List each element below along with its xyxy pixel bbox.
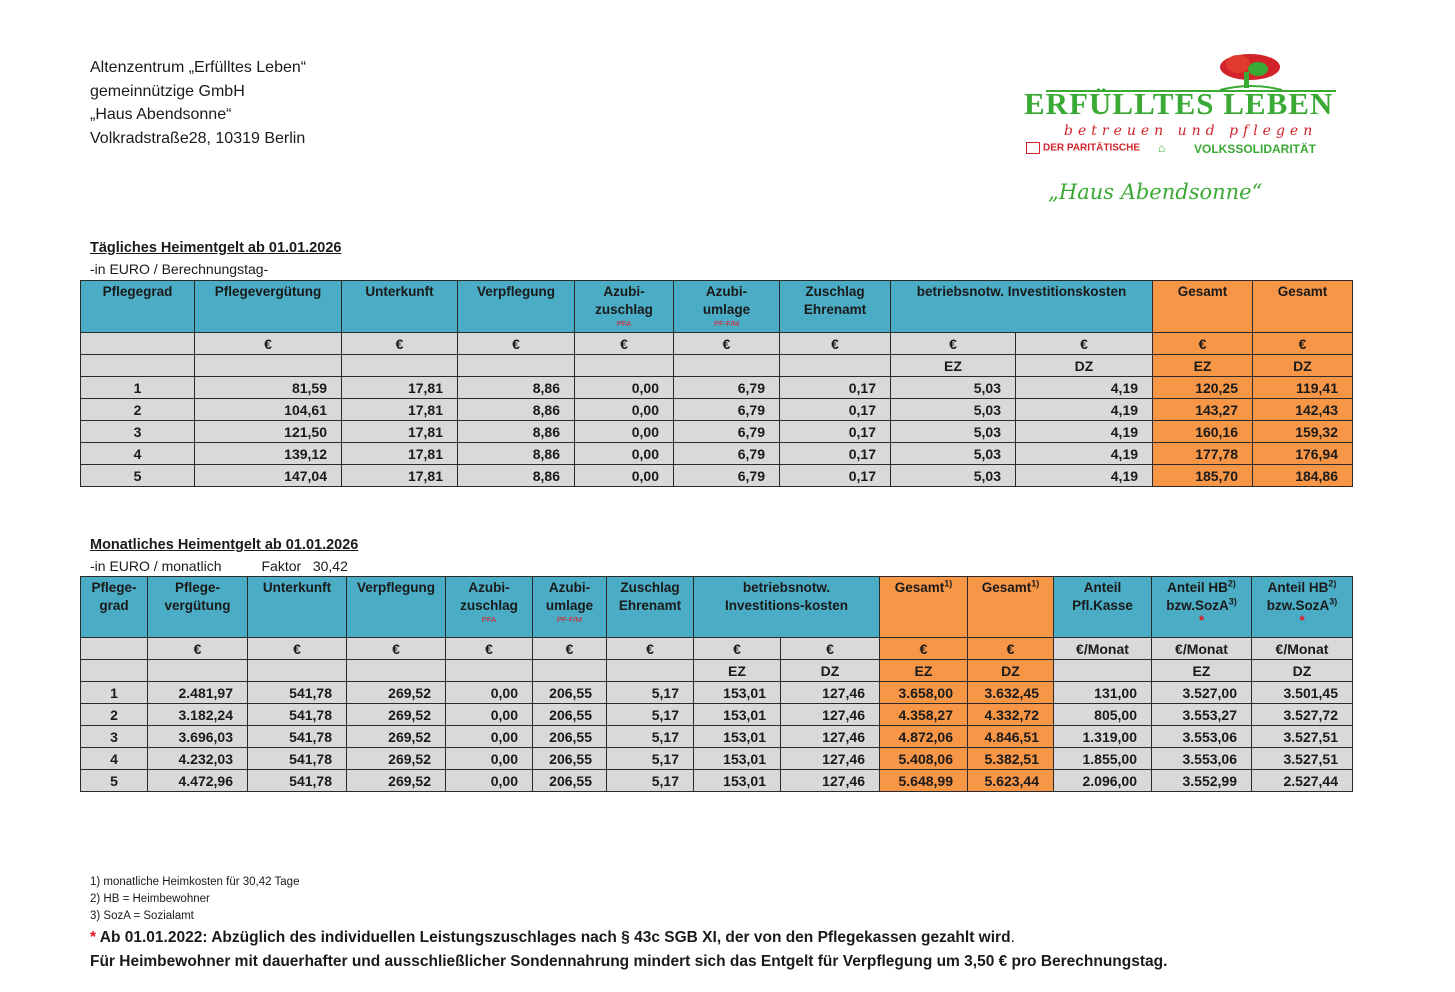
- value-cell: 0,00: [575, 465, 674, 487]
- col-verpflegung: Verpflegung: [458, 281, 575, 333]
- logo-house-name: „Haus Abendsonne“: [1048, 180, 1263, 204]
- monthly-currency-row: € € € € € € € € € € €/Monat €/Monat €/Monat: [81, 638, 1353, 660]
- col-gesamt-ez: Gesamt$^{1)}$: [880, 577, 968, 638]
- logo-partners: [1024, 141, 1338, 157]
- address-line: „Haus Abendsonne“: [90, 106, 232, 123]
- monthly-subtitle: -in EURO / monatlich Faktor 30,42: [90, 558, 348, 574]
- value-cell: 127,46: [781, 748, 880, 770]
- col-zuschlag-ehrenamt: Zuschlag Ehrenamt: [780, 281, 891, 333]
- value-cell: 5,17: [607, 770, 694, 792]
- table-row: [81, 399, 1353, 421]
- value-cell: 0,00: [575, 443, 674, 465]
- value-cell: 185,70: [1153, 465, 1253, 487]
- daily-subtitle: -in EURO / Berechnungstag-: [90, 261, 269, 277]
- daily-header-row: [81, 281, 1353, 333]
- col-investitionskosten: betriebsnotw. Investitionskosten: [891, 281, 1153, 333]
- pflegegrad-cell: 3: [81, 726, 148, 748]
- pflegegrad-cell: 1: [81, 377, 195, 399]
- value-cell: 0,17: [780, 465, 891, 487]
- pflegegrad-cell: 4: [81, 748, 148, 770]
- daily-title: Tägliches Heimentgelt ab 01.01.2026: [90, 240, 342, 256]
- col-pflegegrad: Pflege- grad: [81, 577, 148, 638]
- value-cell: 3.632,45: [968, 682, 1054, 704]
- col-gesamt-dz: Gesamt$^{1)}$: [968, 577, 1054, 638]
- footnote: 2) HB = Heimbewohner: [90, 893, 210, 905]
- pflegegrad-cell: 5: [81, 770, 148, 792]
- value-cell: 0,17: [780, 443, 891, 465]
- value-cell: 153,01: [694, 748, 781, 770]
- value-cell: 269,52: [347, 770, 446, 792]
- value-cell: 6,79: [674, 443, 780, 465]
- value-cell: 3.658,00: [880, 682, 968, 704]
- daily-currency-row: € € € € € € € € € €: [81, 333, 1353, 355]
- col-unterkunft: Unterkunft: [342, 281, 458, 333]
- value-cell: 4,19: [1016, 377, 1153, 399]
- address-block: [90, 56, 306, 150]
- value-cell: 3.527,51: [1252, 726, 1353, 748]
- value-cell: 3.552,99: [1152, 770, 1252, 792]
- value-cell: 8,86: [458, 421, 575, 443]
- monthly-header-row: [81, 577, 1353, 638]
- value-cell: 81,59: [195, 377, 342, 399]
- value-cell: 5,17: [607, 748, 694, 770]
- value-cell: 5,03: [891, 421, 1016, 443]
- address-line: Altenzentrum „Erfülltes Leben“: [90, 59, 307, 76]
- logo-title: ERFÜLLTES LEBEN: [1024, 86, 1334, 121]
- col-azubizuschlag: Azubi- zuschlag PFA: [575, 281, 674, 333]
- value-cell: 5.382,51: [968, 748, 1054, 770]
- pflegegrad-cell: 5: [81, 465, 195, 487]
- value-cell: 0,00: [446, 748, 533, 770]
- monthly-room-row: EZ DZ EZ DZ EZ DZ: [81, 660, 1353, 682]
- value-cell: 541,78: [248, 770, 347, 792]
- value-cell: 3.501,45: [1252, 682, 1353, 704]
- value-cell: 143,27: [1153, 399, 1253, 421]
- value-cell: 120,25: [1153, 377, 1253, 399]
- value-cell: 4.872,06: [880, 726, 968, 748]
- value-cell: 142,43: [1253, 399, 1353, 421]
- value-cell: 0,17: [780, 399, 891, 421]
- value-cell: 8,86: [458, 399, 575, 421]
- value-cell: 131,00: [1054, 682, 1152, 704]
- footnote: 1) monatliche Heimkosten für 30,42 Tage: [90, 876, 300, 888]
- value-cell: 206,55: [533, 726, 607, 748]
- note-leistungszuschlag: * Ab 01.01.2022: Abzüglich des individuellen Leistungszuschlages nach § 43c SGB XI, der von den Pflegekassen gezahlt wird.: [90, 929, 1015, 946]
- value-cell: 5,17: [607, 726, 694, 748]
- value-cell: 1.319,00: [1054, 726, 1152, 748]
- logo-tagline: betreuen und pflegen: [1064, 123, 1318, 139]
- value-cell: 160,16: [1153, 421, 1253, 443]
- value-cell: 119,41: [1253, 377, 1353, 399]
- value-cell: 3.527,72: [1252, 704, 1353, 726]
- value-cell: 0,17: [780, 421, 891, 443]
- value-cell: 206,55: [533, 770, 607, 792]
- value-cell: 269,52: [347, 726, 446, 748]
- footnote: 3) SozA = Sozialamt: [90, 910, 194, 922]
- value-cell: 805,00: [1054, 704, 1152, 726]
- daily-room-row: EZ DZ EZ DZ: [81, 355, 1353, 377]
- table-row: [81, 443, 1353, 465]
- value-cell: 153,01: [694, 770, 781, 792]
- value-cell: 4,19: [1016, 421, 1153, 443]
- value-cell: 4.846,51: [968, 726, 1054, 748]
- partner-paritaetische: DER PARITÄTISCHE: [1026, 142, 1140, 154]
- value-cell: 4.332,72: [968, 704, 1054, 726]
- value-cell: 139,12: [195, 443, 342, 465]
- value-cell: 5,17: [607, 704, 694, 726]
- value-cell: 541,78: [248, 682, 347, 704]
- col-anteil-hb-dz: Anteil HB$^{2)}$ bzw.SozA$^{3)}$ *: [1252, 577, 1353, 638]
- address-line: gemeinnützige GmbH: [90, 82, 245, 100]
- value-cell: 1.855,00: [1054, 748, 1152, 770]
- col-pflegeverguetung: Pflegevergütung: [195, 281, 342, 333]
- table-row: [81, 770, 1353, 792]
- value-cell: 206,55: [533, 682, 607, 704]
- value-cell: 177,78: [1153, 443, 1253, 465]
- value-cell: 153,01: [694, 704, 781, 726]
- col-pflegeverguetung: Pflege- vergütung: [148, 577, 248, 638]
- logo: [1024, 50, 1344, 215]
- value-cell: 2.481,97: [148, 682, 248, 704]
- table-row: [81, 682, 1353, 704]
- col-investitionskosten: betriebsnotw. Investitions-kosten: [694, 577, 880, 638]
- value-cell: 4.472,96: [148, 770, 248, 792]
- value-cell: 5.623,44: [968, 770, 1054, 792]
- value-cell: 8,86: [458, 443, 575, 465]
- col-azubiumlage: Azubi- umlage PF-F/M: [533, 577, 607, 638]
- value-cell: 127,46: [781, 682, 880, 704]
- value-cell: 5.408,06: [880, 748, 968, 770]
- value-cell: 104,61: [195, 399, 342, 421]
- value-cell: 17,81: [342, 465, 458, 487]
- col-verpflegung: Verpflegung: [347, 577, 446, 638]
- col-unterkunft: Unterkunft: [248, 577, 347, 638]
- col-gesamt-dz: Gesamt: [1253, 281, 1353, 333]
- value-cell: 17,81: [342, 399, 458, 421]
- value-cell: 6,79: [674, 399, 780, 421]
- value-cell: 0,00: [575, 377, 674, 399]
- pflegegrad-cell: 4: [81, 443, 195, 465]
- value-cell: 206,55: [533, 704, 607, 726]
- value-cell: 121,50: [195, 421, 342, 443]
- flag-icon: [1026, 142, 1040, 154]
- value-cell: 153,01: [694, 726, 781, 748]
- value-cell: 3.553,06: [1152, 748, 1252, 770]
- value-cell: 5,17: [607, 682, 694, 704]
- table-row: [81, 726, 1353, 748]
- value-cell: 4,19: [1016, 443, 1153, 465]
- value-cell: 176,94: [1253, 443, 1353, 465]
- value-cell: 127,46: [781, 726, 880, 748]
- table-row: [81, 377, 1353, 399]
- value-cell: 0,00: [446, 726, 533, 748]
- value-cell: 153,01: [694, 682, 781, 704]
- value-cell: 184,86: [1253, 465, 1353, 487]
- value-cell: 5,03: [891, 377, 1016, 399]
- col-gesamt-ez: Gesamt: [1153, 281, 1253, 333]
- table-row: [81, 465, 1353, 487]
- monthly-body: [81, 682, 1353, 792]
- col-pflegegrad: Pflegegrad: [81, 281, 195, 333]
- value-cell: 3.553,27: [1152, 704, 1252, 726]
- value-cell: 159,32: [1253, 421, 1353, 443]
- value-cell: 17,81: [342, 443, 458, 465]
- value-cell: 4.232,03: [148, 748, 248, 770]
- col-azubizuschlag: Azubi- zuschlag PFA: [446, 577, 533, 638]
- pflegegrad-cell: 3: [81, 421, 195, 443]
- value-cell: 5,03: [891, 399, 1016, 421]
- pflegegrad-cell: 1: [81, 682, 148, 704]
- value-cell: 269,52: [347, 704, 446, 726]
- value-cell: 0,00: [575, 399, 674, 421]
- col-zuschlag-ehrenamt: Zuschlag Ehrenamt: [607, 577, 694, 638]
- partner-volkssolidaritaet: VOLKSSOLIDARITÄT: [1194, 142, 1316, 156]
- monthly-title: Monatliches Heimentgelt ab 01.01.2026: [90, 537, 359, 553]
- value-cell: 541,78: [248, 726, 347, 748]
- pflegegrad-cell: 2: [81, 704, 148, 726]
- value-cell: 269,52: [347, 682, 446, 704]
- value-cell: 6,79: [674, 377, 780, 399]
- value-cell: 5,03: [891, 465, 1016, 487]
- value-cell: 3.553,06: [1152, 726, 1252, 748]
- value-cell: 0,17: [780, 377, 891, 399]
- value-cell: 3.696,03: [148, 726, 248, 748]
- daily-table: [80, 280, 1353, 487]
- value-cell: 2.527,44: [1252, 770, 1353, 792]
- table-row: [81, 704, 1353, 726]
- value-cell: 5.648,99: [880, 770, 968, 792]
- value-cell: 541,78: [248, 704, 347, 726]
- house-icon: ⌂: [1158, 141, 1166, 155]
- address-line: Volkradstraße28, 10319 Berlin: [90, 129, 306, 147]
- value-cell: 206,55: [533, 748, 607, 770]
- value-cell: 4,19: [1016, 465, 1153, 487]
- value-cell: 4.358,27: [880, 704, 968, 726]
- value-cell: 0,00: [446, 770, 533, 792]
- note-sondennahrung: Für Heimbewohner mit dauerhafter und ausschließlicher Sondennahrung mindert sich das Entgelt für Verpflegung um 3,50 € pro Berechnungstag.: [90, 953, 1168, 970]
- value-cell: 127,46: [781, 770, 880, 792]
- value-cell: 4,19: [1016, 399, 1153, 421]
- col-azubiumlage: Azubi- umlage PF-F/M: [674, 281, 780, 333]
- value-cell: 6,79: [674, 465, 780, 487]
- table-row: [81, 748, 1353, 770]
- value-cell: 0,00: [446, 682, 533, 704]
- value-cell: 8,86: [458, 377, 575, 399]
- monthly-table: [80, 576, 1353, 792]
- value-cell: 17,81: [342, 377, 458, 399]
- col-anteil-hb-ez: Anteil HB$^{2)}$ bzw.SozA$^{3)}$ *: [1152, 577, 1252, 638]
- value-cell: 8,86: [458, 465, 575, 487]
- value-cell: 541,78: [248, 748, 347, 770]
- value-cell: 269,52: [347, 748, 446, 770]
- value-cell: 5,03: [891, 443, 1016, 465]
- col-anteil-pflegekasse: Anteil Pfl.Kasse: [1054, 577, 1152, 638]
- value-cell: 3.182,24: [148, 704, 248, 726]
- table-row: [81, 421, 1353, 443]
- value-cell: 3.527,51: [1252, 748, 1353, 770]
- daily-body: [81, 377, 1353, 487]
- value-cell: 127,46: [781, 704, 880, 726]
- value-cell: 17,81: [342, 421, 458, 443]
- value-cell: 0,00: [575, 421, 674, 443]
- value-cell: 6,79: [674, 421, 780, 443]
- value-cell: 3.527,00: [1152, 682, 1252, 704]
- pflegegrad-cell: 2: [81, 399, 195, 421]
- value-cell: 2.096,00: [1054, 770, 1152, 792]
- value-cell: 0,00: [446, 704, 533, 726]
- value-cell: 147,04: [195, 465, 342, 487]
